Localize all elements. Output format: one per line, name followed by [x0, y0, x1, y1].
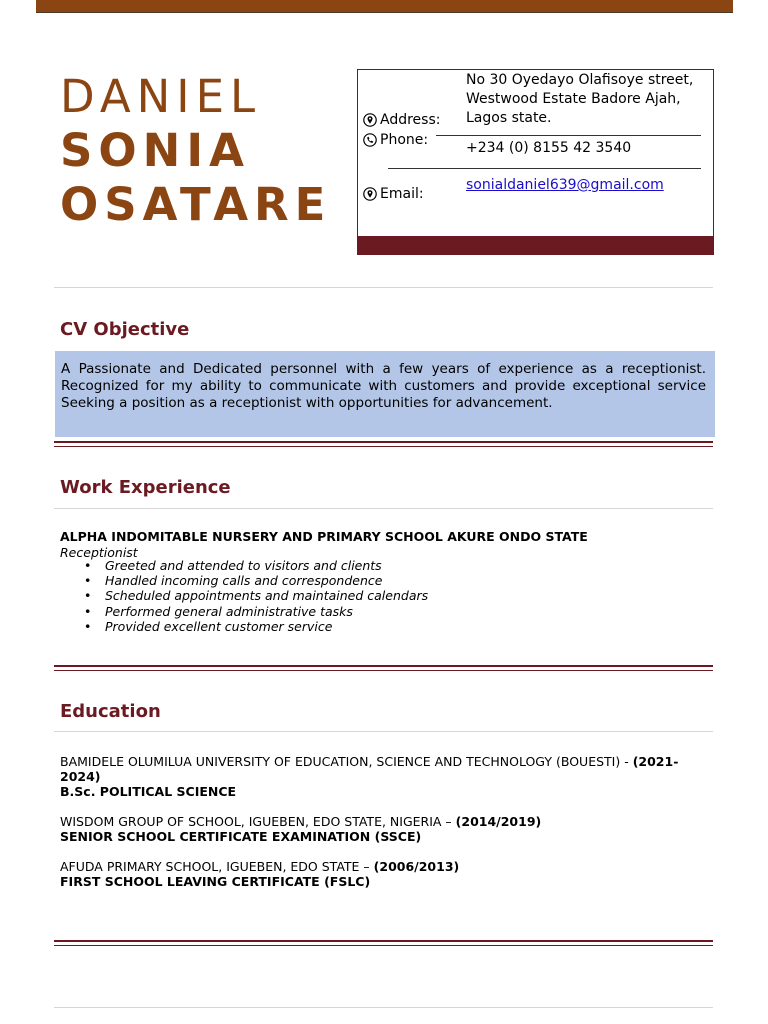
job-role: Receptionist: [60, 545, 138, 560]
email-link[interactable]: sonialdaniel639@gmail.com: [466, 177, 664, 193]
phone-row-label: [363, 132, 428, 148]
email-row-label: [363, 186, 424, 202]
phone-label: Phone:: [380, 132, 429, 148]
location-pin-icon: [363, 113, 377, 127]
location-pin-icon: [363, 187, 377, 201]
list-item: • Performed general administrative tasks: [84, 604, 428, 619]
list-item: • Greeted and attended to visitors and clients: [84, 558, 428, 573]
section-double-divider: [54, 441, 713, 447]
education-entry: [60, 754, 700, 799]
section-divider: [54, 731, 713, 732]
education-school: BAMIDELE OLUMILUA UNIVERSITY OF EDUCATION, SCIENCE AND TECHNOLOGY (BOUESTI) -: [60, 754, 633, 769]
objective-box: [55, 351, 715, 437]
email-value: [466, 176, 664, 195]
name-first: DANIEL: [60, 70, 262, 123]
address-line-2: Westwood Estate Badore Ajah,: [466, 91, 681, 107]
phone-icon: [363, 133, 377, 147]
address-label: Address:: [380, 112, 441, 128]
section-divider: [54, 287, 713, 288]
address-row-label: [363, 112, 440, 128]
education-heading: Education: [60, 701, 161, 722]
top-header-bar: [36, 0, 733, 13]
education-years: (2006/2013): [373, 859, 460, 874]
education-qualification: B.Sc. POLITICAL SCIENCE: [60, 784, 237, 799]
name-last: OSATARE: [60, 178, 332, 231]
phone-value: +234 (0) 8155 42 3540: [466, 140, 632, 156]
address-line-1: No 30 Oyedayo Olafisoye street,: [466, 72, 694, 88]
education-school-line: [60, 814, 700, 829]
section-divider: [54, 1007, 713, 1008]
education-qualification: FIRST SCHOOL LEAVING CERTIFICATE (FSLC): [60, 874, 371, 889]
list-item: • Provided excellent customer service: [84, 619, 428, 634]
name-middle: SONIA: [60, 124, 250, 177]
list-item: • Handled incoming calls and correspondence: [84, 573, 428, 588]
education-years: (2021-2024): [60, 754, 679, 784]
education-school-line: [60, 754, 700, 784]
education-school-line: [60, 859, 700, 874]
address-value: [466, 71, 693, 128]
contact-box-footer: [357, 236, 714, 255]
section-divider: [54, 508, 713, 509]
contact-divider: [388, 168, 701, 169]
education-years: (2014/2019): [455, 814, 542, 829]
section-double-divider: [54, 940, 713, 946]
job-company: ALPHA INDOMITABLE NURSERY AND PRIMARY SCHOOL AKURE ONDO STATE: [60, 529, 588, 544]
education-entry: [60, 859, 700, 889]
contact-divider: [436, 135, 701, 136]
email-label: Email:: [380, 186, 424, 202]
education-school: WISDOM GROUP OF SCHOOL, IGUEBEN, EDO STATE, NIGERIA –: [60, 814, 456, 829]
address-line-3: Lagos state.: [466, 110, 552, 126]
objective-heading: CV Objective: [60, 319, 190, 340]
list-item: • Scheduled appointments and maintained calendars: [84, 588, 428, 603]
education-school: AFUDA PRIMARY SCHOOL, IGUEBEN, EDO STATE –: [60, 859, 374, 874]
duties-list: [84, 558, 428, 634]
education-qualification: SENIOR SCHOOL CERTIFICATE EXAMINATION (SSCE): [60, 829, 422, 844]
objective-text: A Passionate and Dedicated personnel with a few years of experience as a receptionist. Recognized for my ability to communicate with customers and provide exceptional service Seeking a position as a receptionist with opportunities for advancement.: [61, 361, 706, 411]
education-entry: [60, 814, 700, 844]
experience-heading: Work Experience: [60, 477, 231, 498]
section-double-divider: [54, 665, 713, 671]
